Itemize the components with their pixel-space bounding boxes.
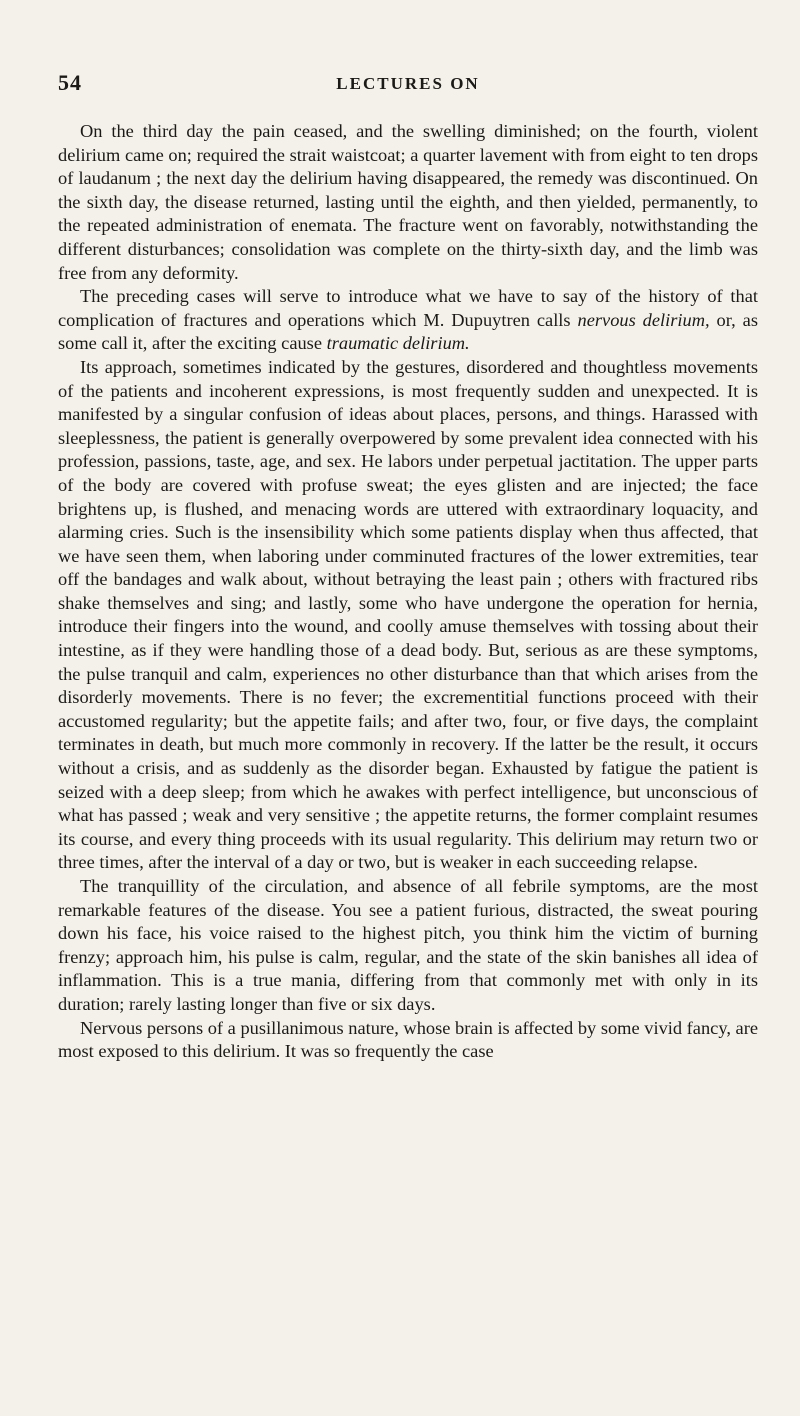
page-number: 54 [58, 70, 82, 95]
emphasis-nervous-delirium: nervous delirium, [577, 309, 710, 330]
paragraph: The preceding cases will serve to introduce what we have to say of the history of that complication of fractures and operations which M. Dupuytren calls nervous delirium, or, as some call it, after the exciting cause traumatic delirium. [58, 286, 758, 354]
paragraph: On the third day the pain ceased, and the swelling diminished; on the fourth, violent delirium came on; required the strait waistcoat; a quarter lavement with from eight to ten drops of laudanum ; the next day the delirium having disappeared, the remedy was discontinued. On the sixth day, the disease returned, lasting until the eighth, and then yielded, permanently, to the repeated administration of enemata. The fracture went on favorably, notwithstanding the different disturbances; consolidation was complete on the thirty-sixth day, and the limb was free from any deformity. [58, 121, 758, 283]
paragraph: Its approach, sometimes indicated by the gestures, disordered and thoughtless movements of the patients and incoherent expressions, is most frequently sudden and unexpected. It is manifested by a singular confusion of ideas about places, persons, and things. Harassed with sleeplessness, the patient is generally overpowered by some prevalent idea connected with his profession, passions, taste, age, and sex. He labors under perpetual jactitation. The upper parts of the body are covered with profuse sweat; the eyes glisten and are injected; the face brightens up, is flushed, and menacing words are uttered with extraordinary loquacity, and alarming cries. Such is the insensibility which some patients display when thus affected, that we have seen them, when laboring under comminuted fractures of the lower extremities, tear off the bandages and walk about, without betraying the least pain ; others with fractured ribs shake themselves and sing; and lastly, some who have undergone the operation for hernia, introduce their fingers into the wound, and coolly amuse themselves with tossing about their intestine, as if they were handling those of a dead body. But, serious as are these symptoms, the pulse tranquil and calm, experiences no other disturbance than that which arises from the disorderly movements. There is no fever; the excrementitial functions proceed with their accustomed regularity; but the appetite fails; and after two, four, or five days, the complaint terminates in death, but much more commonly in recovery. If the latter be the result, it occurs without a crisis, and as suddenly as the disorder began. Exhausted by fatigue the patient is seized with a deep sleep; from which he awakes with perfect intelligence, but unconscious of what has passed ; weak and very sensitive ; the appetite returns, the former complaint resumes its course, and every thing proceeds with its usual regularity. This delirium may return two or three times, after the interval of a day or two, but is weaker in each succeeding relapse. [58, 356, 758, 873]
emphasis-traumatic-delirium: traumatic delirium. [326, 333, 470, 354]
book-page [58, 70, 758, 1064]
running-head: LECTURES ON [336, 74, 480, 93]
body-text [58, 120, 758, 1064]
paragraph: Nervous persons of a pusillanimous nature, whose brain is affected by some vivid fancy, are most exposed to this delirium. It was so frequently the case [58, 1017, 758, 1062]
page-header [58, 70, 758, 98]
paragraph: The tranquillity of the circulation, and absence of all febrile symptoms, are the most remarkable features of the disease. You see a patient furious, distracted, the sweat pouring down his face, his voice raised to the highest pitch, you think him the victim of burning frenzy; approach him, his pulse is calm, regular, and the state of the skin banishes all idea of inflammation. This is a true mania, differing from that commonly met with only in its duration; rarely lasting longer than five or six days. [58, 876, 758, 1014]
